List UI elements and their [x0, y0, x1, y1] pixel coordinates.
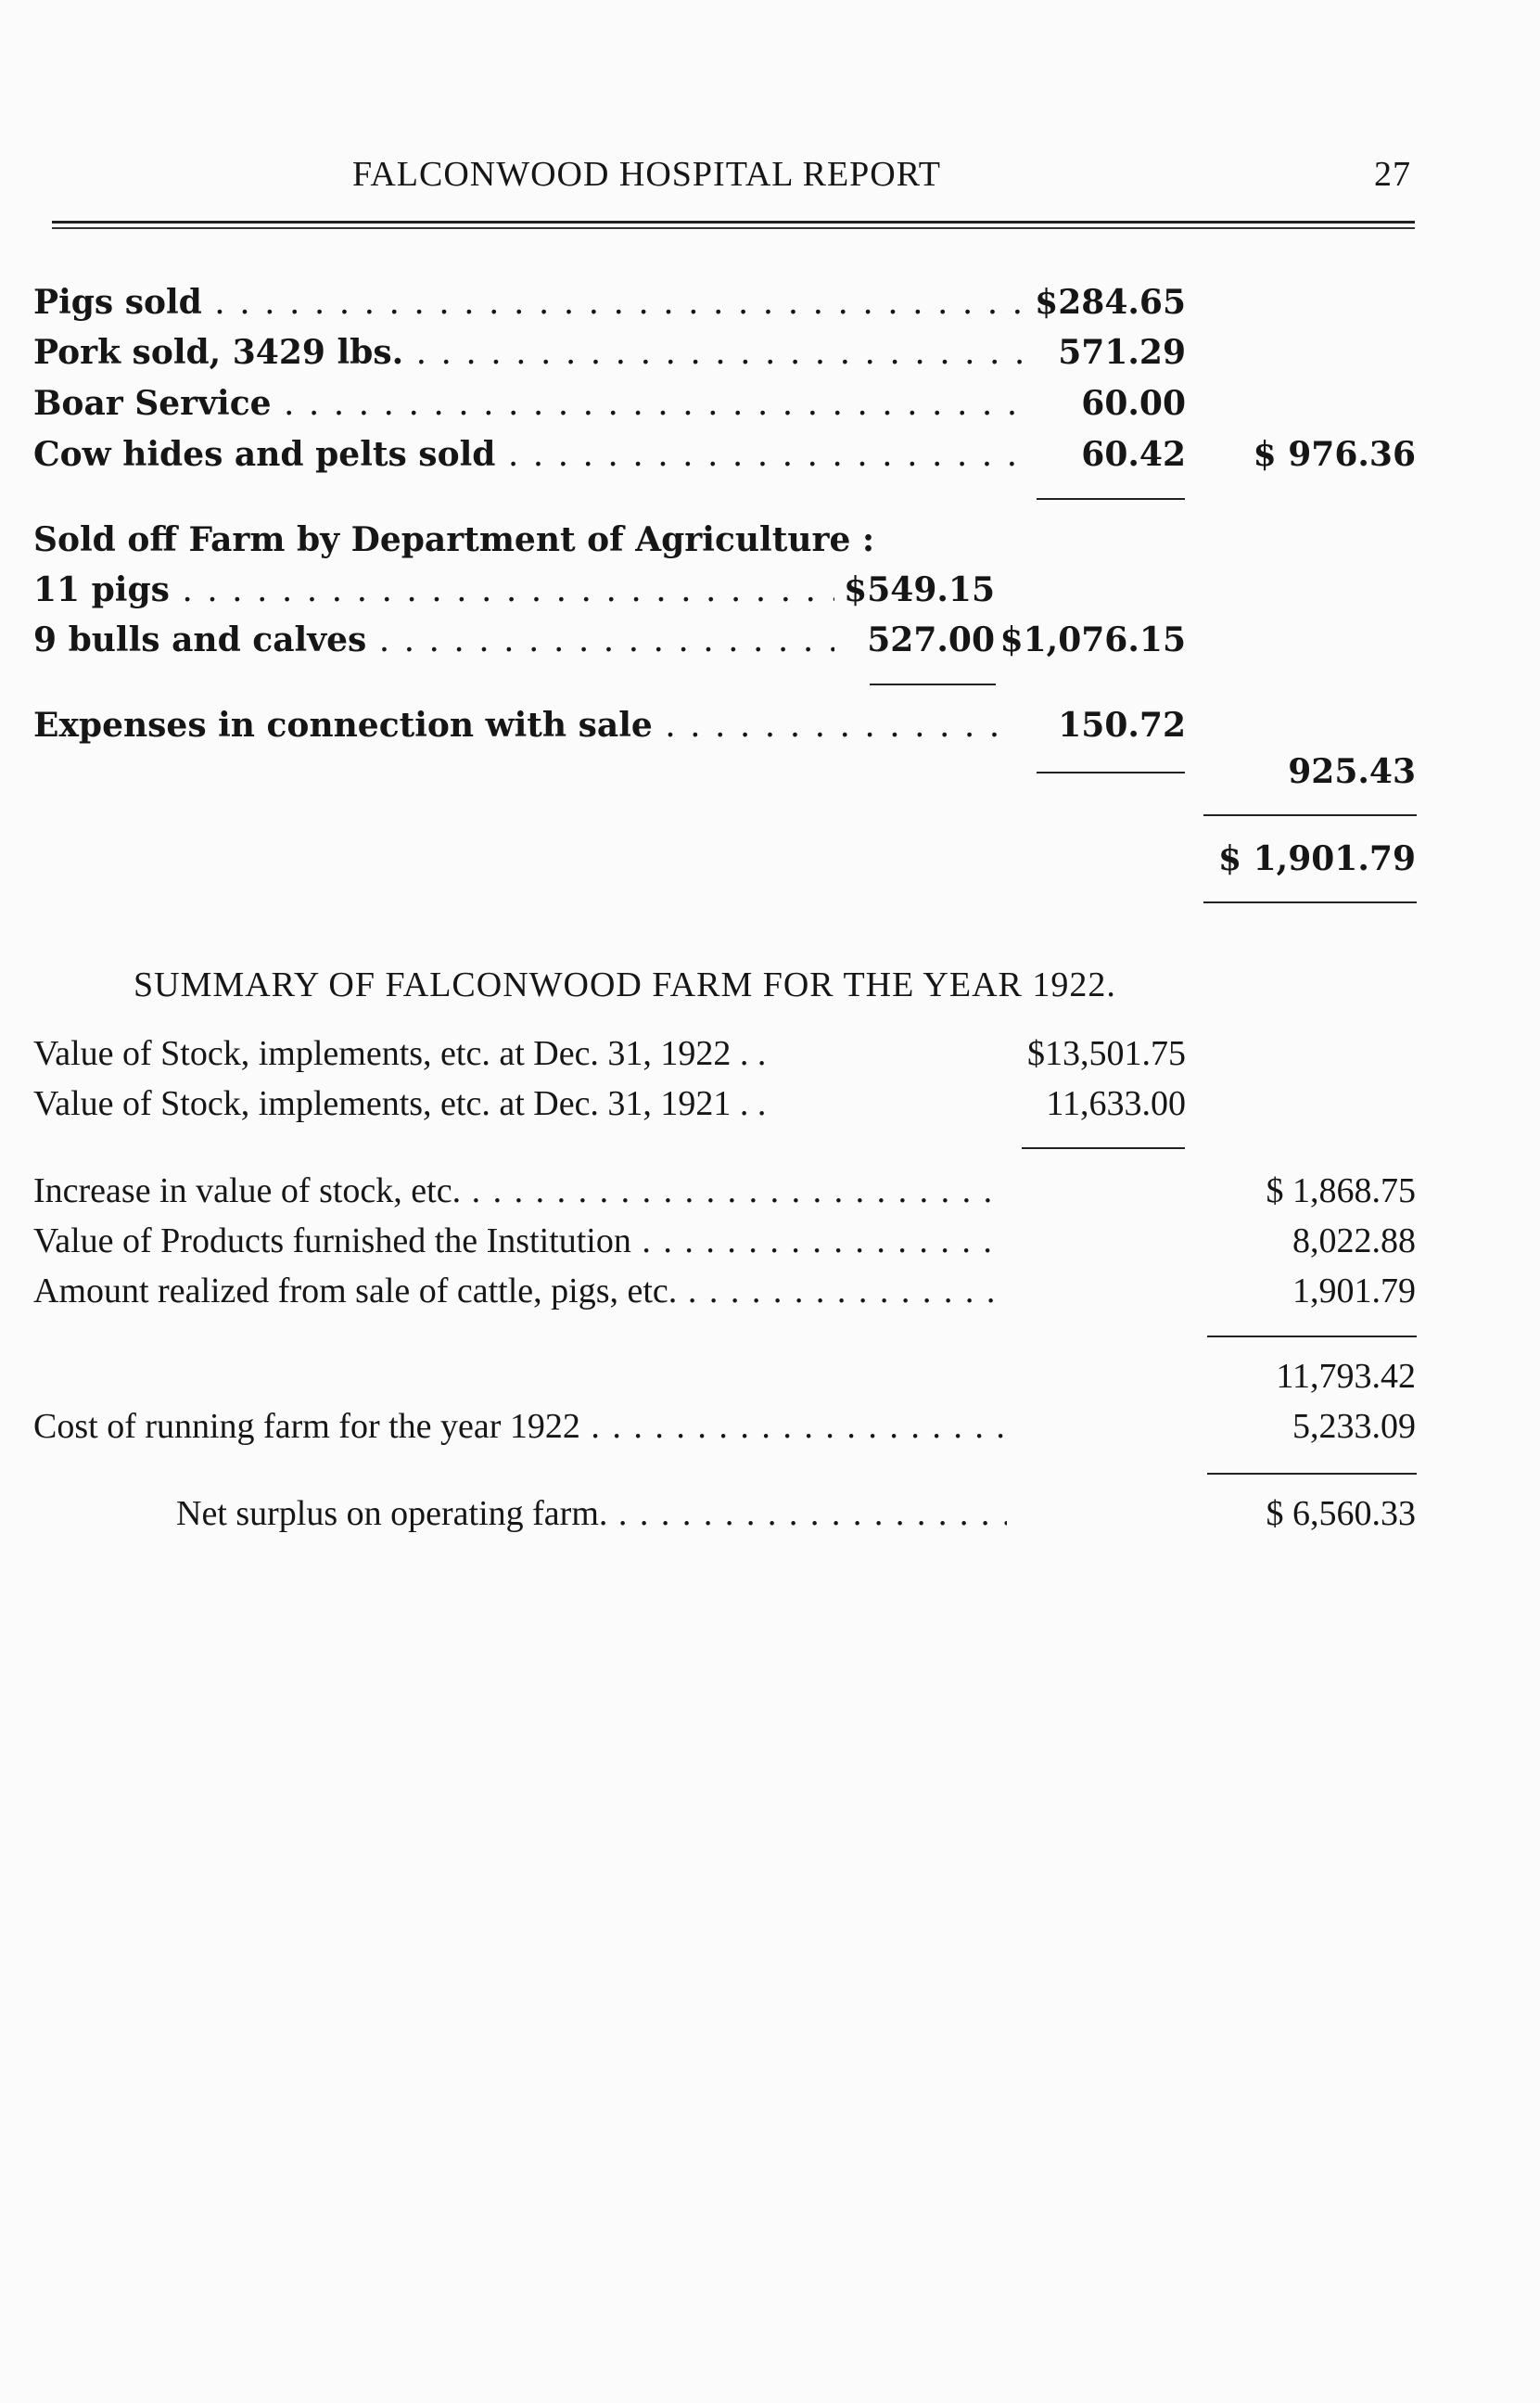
header-rule-top [52, 221, 1415, 224]
sale-label: Boar Service . . . [33, 383, 1025, 425]
page-header-title: FALCONWOOD HOSPITAL REPORT [352, 155, 942, 194]
agriculture-items-total: $1,076.15 [999, 620, 1186, 659]
net-surplus-rule [1207, 1473, 1417, 1475]
sales-total: $ 976.36 [1253, 435, 1416, 474]
net-surplus-amount: $ 6,560.33 [1266, 1494, 1416, 1533]
expenses-amount: 150.72 [1058, 706, 1186, 745]
summary-value-amount: 11,633.00 [1046, 1084, 1186, 1123]
agriculture-item-label: 11 pigs . . . [33, 569, 834, 611]
summary-values-rule [1022, 1147, 1185, 1149]
agriculture-item-amount: 527.00 [867, 620, 995, 659]
header-rule-bottom [52, 227, 1415, 229]
summary-item-label: Value of Products furnished the Institution . . . [33, 1221, 1007, 1261]
sale-amount: $284.65 [1035, 283, 1186, 322]
grand-total: $ 1,901.79 [1218, 839, 1416, 878]
sale-label: Cow hides and pelts sold . . . [33, 434, 1025, 476]
cost-label: Cost of running farm for the year 1922 . . . [33, 1406, 1007, 1447]
sale-label: Pork sold, 3429 lbs. . . . [33, 332, 1025, 374]
summary-title: SUMMARY OF FALCONWOOD FARM FOR THE YEAR 1922. [134, 965, 1116, 1004]
summary-item-label: Increase in value of stock, etc. . . . [33, 1170, 1007, 1211]
sale-amount: 60.42 [1081, 435, 1186, 474]
summary-value-label: Value of Stock, implements, etc. at Dec. 31, 1921 . . [33, 1084, 767, 1123]
cost-amount: 5,233.09 [1292, 1407, 1416, 1446]
agriculture-heading: Sold off Farm by Department of Agriculture : [33, 520, 875, 559]
grand-total-rule-bottom [1203, 901, 1417, 903]
agriculture-net: 925.43 [1288, 752, 1416, 791]
summary-item-amount: 1,901.79 [1292, 1272, 1416, 1310]
sale-amount: 571.29 [1058, 333, 1186, 372]
agriculture-item-label: 9 bulls and calves . . . [33, 620, 834, 661]
agriculture-item-amount: $549.15 [844, 570, 995, 609]
summary-value-amount: $13,501.75 [1027, 1034, 1186, 1073]
agriculture-subtotal-rule [870, 684, 996, 685]
summary-subtotal: 11,793.42 [1276, 1357, 1416, 1396]
page-number: 27 [1374, 155, 1411, 194]
expenses-label: Expenses in connection with sale . . . [33, 705, 1016, 747]
sale-label: Pigs sold . . . [33, 282, 1025, 324]
expenses-rule [1037, 772, 1185, 773]
summary-item-amount: $ 1,868.75 [1266, 1171, 1416, 1210]
grand-total-rule-top [1203, 814, 1417, 816]
net-surplus-label: Net surplus on operating farm. . . . [176, 1493, 1007, 1534]
sales-subtotal-rule [1037, 498, 1185, 500]
summary-item-label: Amount realized from sale of cattle, pigs, etc. . . . [33, 1271, 1007, 1311]
summary-value-label: Value of Stock, implements, etc. at Dec. 31, 1922 . . [33, 1034, 767, 1073]
summary-item-amount: 8,022.88 [1292, 1221, 1416, 1260]
sale-amount: 60.00 [1081, 384, 1186, 423]
summary-subtotal-rule [1207, 1336, 1417, 1337]
